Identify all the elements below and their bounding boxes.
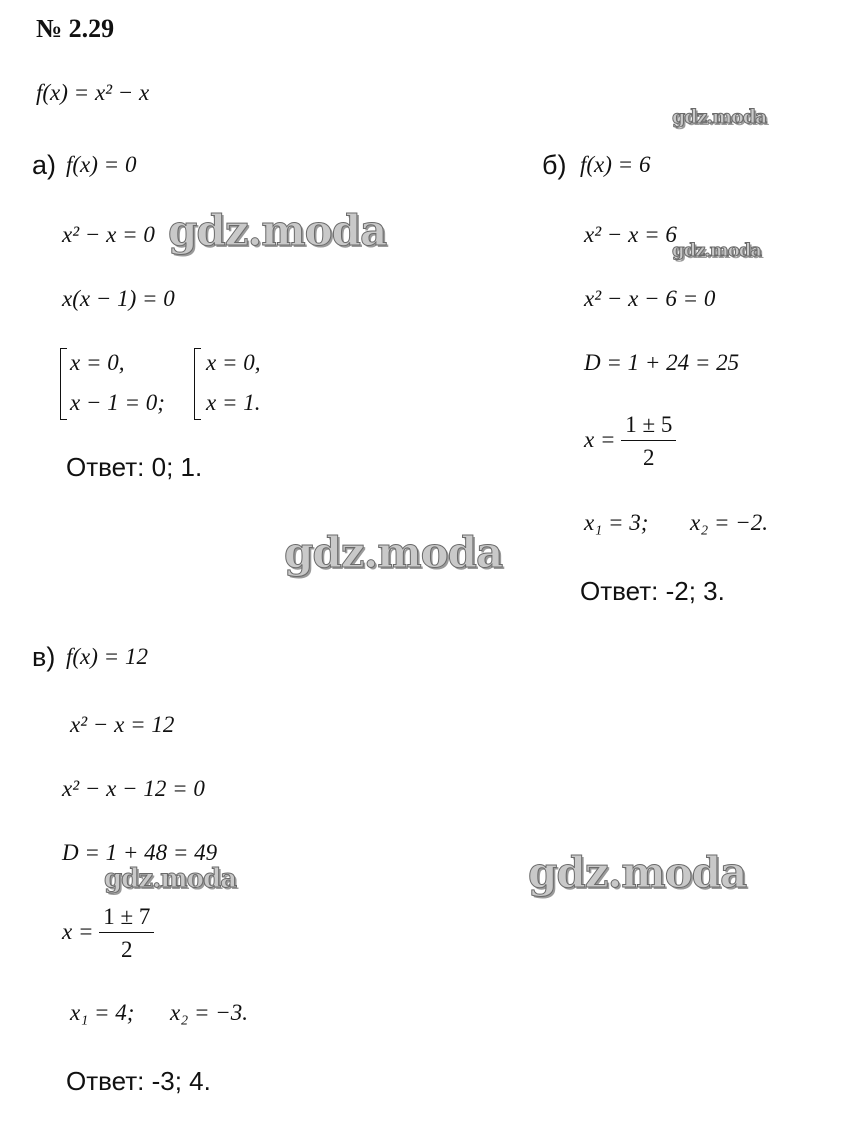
watermark-large-1: gdz.moda [168, 206, 387, 255]
part-b-answer: Ответ: -2; 3. [580, 576, 725, 606]
watermark-large-2: gdz.moda [284, 528, 503, 577]
part-a-system-2-line-2: x = 1. [206, 390, 261, 415]
part-b-equation-2: x² − x − 6 = 0 [584, 286, 716, 311]
part-b-root-2: x₂ = −2. [690, 510, 768, 535]
part-a-label: а) [32, 150, 57, 180]
part-c-fraction-denominator: 2 [121, 937, 133, 962]
watermark-small-3: gdz.moda [104, 864, 237, 894]
part-a-system-1-line-1: x = 0, [70, 350, 125, 375]
part-a-system-bracket-1 [60, 348, 67, 420]
part-c-equation-1: x² − x = 12 [70, 712, 175, 737]
part-a-condition: f(x) = 0 [66, 152, 137, 177]
problem-number: № 2.29 [36, 14, 115, 43]
part-b-condition: f(x) = 6 [580, 152, 651, 177]
watermark-small-1: gdz.moda [672, 106, 767, 128]
part-a-equation-2: x(x − 1) = 0 [62, 286, 175, 311]
part-a-equation-1: x² − x = 0 [62, 222, 155, 247]
part-c-root-2: x₂ = −3. [170, 1000, 248, 1025]
part-b-root-formula: x = $\frac{1 \pm 5}{2}$ [584, 412, 676, 471]
part-c-discriminant: D = 1 + 48 = 49 [62, 840, 218, 865]
part-c-root-formula: x = $\frac{1 \pm 7}{2}$ [62, 904, 154, 963]
part-b-root-1: x₁ = 3; [584, 510, 649, 535]
part-b-fraction-numerator: 1 ± 5 [621, 412, 676, 441]
function-definition: f(x) = x² − x [36, 80, 150, 105]
part-c-fraction-numerator: 1 ± 7 [99, 904, 154, 933]
part-c-root-1: x₁ = 4; [70, 1000, 135, 1025]
watermark-large-3: gdz.moda [528, 848, 747, 897]
part-b-discriminant: D = 1 + 24 = 25 [584, 350, 740, 375]
part-c-answer: Ответ: -3; 4. [66, 1066, 211, 1096]
part-b-fraction-denominator: 2 [643, 445, 655, 470]
part-c-label: в) [32, 642, 56, 672]
part-a-system-2-line-1: x = 0, [206, 350, 261, 375]
part-b-label: б) [542, 150, 567, 180]
part-a-system-1-line-2: x − 1 = 0; [70, 390, 165, 415]
part-c-equation-2: x² − x − 12 = 0 [62, 776, 205, 801]
part-b-equation-1: x² − x = 6 [584, 222, 677, 247]
part-a-system-bracket-2 [194, 348, 201, 420]
watermark-small-2: gdz.moda [672, 240, 761, 261]
part-c-condition: f(x) = 12 [66, 644, 148, 669]
part-a-answer: Ответ: 0; 1. [66, 452, 203, 482]
